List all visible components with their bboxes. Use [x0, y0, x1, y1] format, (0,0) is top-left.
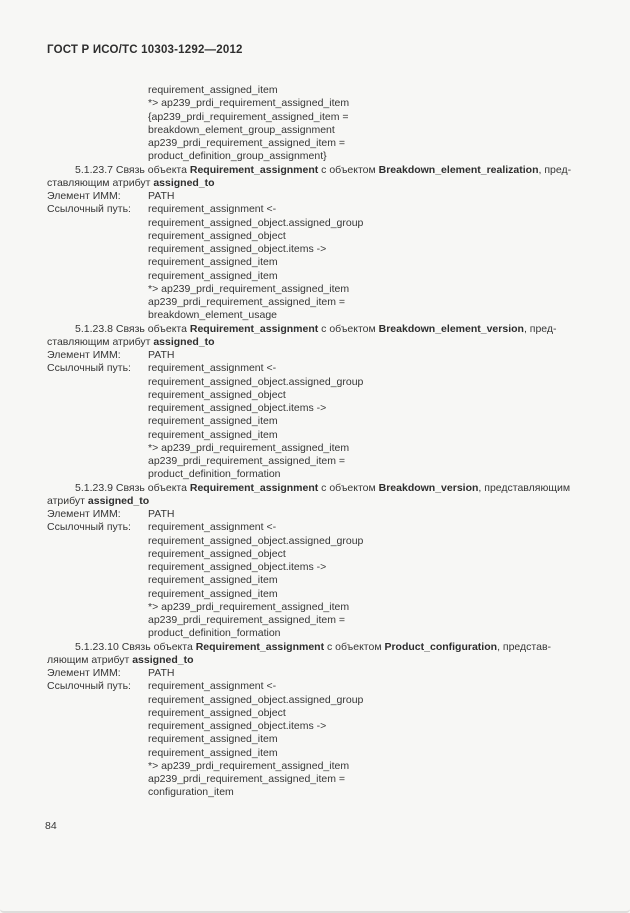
section-heading: [47, 164, 583, 191]
entity-name: Breakdown_element_realization: [378, 163, 539, 176]
entity-name: Requirement_assignment: [189, 481, 319, 494]
imm-label: Элемент ИММ:: [47, 508, 121, 520]
section-heading-line: [47, 336, 583, 349]
path-label: Ссылочный путь:: [47, 680, 131, 693]
heading-text: атрибут: [47, 494, 88, 507]
heading-text: ставляющим атрибут: [47, 335, 154, 348]
path-line: requirement_assigned_object.assigned_group: [148, 693, 364, 706]
path-row: [47, 362, 583, 375]
heading-text: с объектом: [318, 163, 379, 176]
path-line: requirement_assigned_item: [148, 733, 278, 746]
section-heading: [47, 482, 583, 509]
imm-row: [47, 508, 583, 521]
heading-text: 5.1.23.9 Связь объекта: [75, 481, 190, 494]
section-5.1.23.10: [47, 641, 583, 800]
section-heading-line: [47, 482, 583, 495]
imm-row: [47, 349, 583, 362]
path-line: requirement_assigned_item: [148, 587, 278, 600]
entity-name: assigned_to: [87, 494, 150, 507]
section-heading-line: [47, 654, 583, 667]
path-row: [47, 680, 583, 693]
section-heading-line: [47, 177, 583, 190]
path-line: requirement_assigned_object.items ->: [148, 243, 327, 255]
section-5.1.23.9: [47, 482, 583, 641]
section-heading: [47, 641, 583, 668]
path-line: product_definition_formation: [148, 627, 281, 640]
heading-text: , пред-: [523, 322, 557, 335]
imm-value: PATH: [148, 190, 175, 202]
imm-value: PATH: [148, 667, 175, 679]
heading-text: 5.1.23.8 Связь объекта: [75, 322, 190, 335]
intro-path-line: ap239_prdi_requirement_assigned_item =: [148, 137, 346, 149]
path-line: ap239_prdi_requirement_assigned_item =: [148, 296, 346, 308]
entity-name: assigned_to: [153, 335, 215, 348]
section-heading-line: [47, 495, 583, 508]
path-line: requirement_assigned_object.items ->: [148, 402, 327, 414]
path-line: requirement_assigned_object: [148, 547, 286, 560]
entity-name: Requirement_assignment: [195, 640, 325, 653]
path-line: requirement_assigned_item: [148, 269, 278, 282]
path-row: [47, 521, 583, 534]
intro-path-line: *> ap239_prdi_requirement_assigned_item: [148, 97, 350, 110]
path-label: Ссылочный путь:: [47, 362, 131, 375]
page-number: 84: [45, 820, 57, 832]
path-line: requirement_assigned_object.assigned_group: [148, 216, 364, 229]
path-line: requirement_assignment <-: [148, 203, 277, 216]
path-line: requirement_assigned_object: [148, 706, 286, 719]
entity-name: assigned_to: [153, 176, 215, 189]
path-line: requirement_assigned_item: [148, 428, 278, 441]
imm-label: Элемент ИММ:: [47, 190, 121, 202]
path-line: ap239_prdi_requirement_assigned_item =: [148, 614, 346, 626]
intro-path-line: product_definition_group_assignment}: [148, 150, 327, 163]
heading-text: , представ-: [497, 640, 552, 653]
path-line: requirement_assigned_item: [148, 415, 278, 428]
imm-row: [47, 190, 583, 203]
section-heading-line: [47, 164, 583, 177]
heading-text: ляющим атрибут: [47, 653, 133, 666]
path-line: requirement_assigned_item: [148, 256, 278, 269]
sections-container: [47, 164, 583, 800]
path-line: configuration_item: [148, 786, 234, 799]
heading-text: с объектом: [324, 640, 385, 653]
heading-text: , представляющим: [478, 481, 571, 494]
intro-path-line: requirement_assigned_item: [148, 84, 278, 96]
imm-label: Элемент ИММ:: [47, 349, 121, 361]
heading-text: 5.1.23.7 Связь объекта: [75, 163, 190, 176]
heading-text: , пред-: [538, 163, 572, 176]
path-line: *> ap239_prdi_requirement_assigned_item: [148, 282, 350, 295]
intro-path-line: {ap239_prdi_requirement_assigned_item =: [148, 110, 349, 123]
imm-label: Элемент ИММ:: [47, 667, 121, 679]
path-line: *> ap239_prdi_requirement_assigned_item: [148, 441, 350, 454]
section-heading: [47, 323, 583, 350]
path-line: ap239_prdi_requirement_assigned_item =: [148, 455, 346, 467]
path-line: ap239_prdi_requirement_assigned_item =: [148, 773, 346, 785]
intro-path-block: [148, 84, 583, 164]
path-line: *> ap239_prdi_requirement_assigned_item: [148, 759, 350, 772]
section-heading-line: [47, 641, 583, 654]
heading-text: с объектом: [318, 322, 379, 335]
imm-value: PATH: [148, 508, 175, 520]
path-line: *> ap239_prdi_requirement_assigned_item: [148, 600, 350, 613]
path-label: Ссылочный путь:: [47, 203, 131, 216]
entity-name: Requirement_assignment: [189, 322, 319, 335]
entity-name: Breakdown_element_version: [378, 322, 524, 335]
section-5.1.23.8: [47, 323, 583, 482]
section-5.1.23.7: [47, 164, 583, 323]
path-label: Ссылочный путь:: [47, 521, 131, 534]
path-line: product_definition_formation: [148, 468, 281, 481]
path-line: requirement_assigned_object.assigned_group: [148, 375, 364, 388]
path-line: requirement_assigned_object.items ->: [148, 561, 327, 573]
imm-value: PATH: [148, 349, 175, 361]
intro-path-line: breakdown_element_group_assignment: [148, 123, 335, 136]
heading-text: ставляющим атрибут: [47, 176, 154, 189]
heading-text: 5.1.23.10 Связь объекта: [75, 640, 196, 653]
path-line: requirement_assigned_item: [148, 574, 278, 587]
path-line: requirement_assigned_object: [148, 388, 286, 401]
entity-name: assigned_to: [132, 653, 194, 666]
document-title: ГОСТ Р ИСО/ТС 10303-1292—2012: [47, 44, 243, 56]
path-line: requirement_assignment <-: [148, 362, 277, 375]
path-line: requirement_assignment <-: [148, 680, 277, 693]
path-line: requirement_assigned_object: [148, 229, 286, 242]
path-line: breakdown_element_usage: [148, 309, 278, 322]
path-line: requirement_assigned_object.assigned_group: [148, 534, 364, 547]
path-line: requirement_assigned_item: [148, 746, 278, 759]
section-heading-line: [47, 323, 583, 336]
entity-name: Requirement_assignment: [189, 163, 319, 176]
heading-text: с объектом: [318, 481, 379, 494]
path-line: requirement_assigned_object.items ->: [148, 720, 327, 732]
page-content: [47, 84, 583, 800]
path-row: [47, 203, 583, 216]
imm-row: [47, 667, 583, 680]
entity-name: Breakdown_version: [378, 481, 479, 494]
entity-name: Product_configuration: [384, 640, 498, 653]
path-line: requirement_assignment <-: [148, 521, 277, 534]
